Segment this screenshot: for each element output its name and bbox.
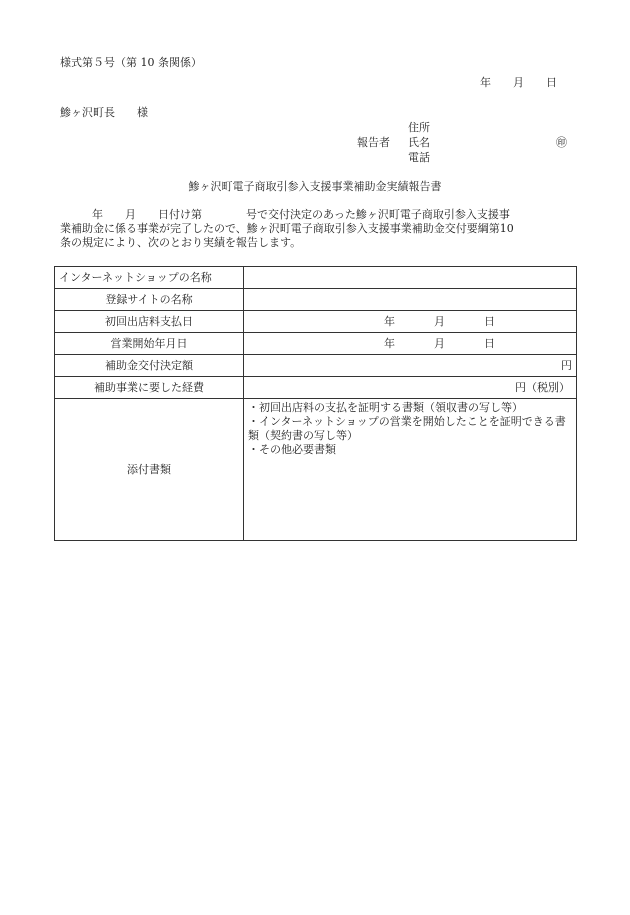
project-expense-label: 補助事業に要した経費 [55, 377, 244, 399]
month-unit: 月 [434, 337, 445, 350]
reporter-label: 報告者 [357, 136, 390, 149]
yen-unit: 円 [561, 358, 572, 372]
table-row [55, 399, 577, 541]
day-unit: 日 [484, 337, 495, 350]
site-name-label: 登録サイトの名称 [55, 289, 244, 311]
reporter-fields [408, 120, 430, 165]
business-start-date-field[interactable] [244, 333, 577, 355]
first-fee-date-label: 初回出店料支払日 [55, 311, 244, 333]
table-row [55, 311, 577, 333]
subsidy-decision-amount-field[interactable] [244, 355, 577, 377]
phone-label: 電話 [408, 151, 430, 164]
table-row [55, 355, 577, 377]
seal-mark: ㊞ [556, 136, 567, 149]
table-row [55, 377, 577, 399]
attachment-item: ・インターネットショップの営業を開始したことを証明できる書類（契約書の写し等） [248, 415, 566, 442]
business-start-date-label: 営業開始年月日 [55, 333, 244, 355]
attachments-label: 添付書類 [55, 399, 244, 541]
first-fee-date-field[interactable] [244, 311, 577, 333]
attachment-item: ・初回出店料の支払を証明する書類（領収書の写し等） [248, 401, 523, 414]
report-table [54, 266, 577, 541]
subsidy-decision-amount-label: 補助金交付決定額 [55, 355, 244, 377]
body-text [60, 208, 580, 250]
body-line: 条の規定により、次のとおり実績を報告します。 [60, 236, 302, 249]
form-number: 様式第５号（第 10 条関係） [60, 56, 202, 69]
month-unit: 月 [434, 315, 445, 328]
yen-tax-unit: 円（税別） [515, 380, 570, 394]
site-name-field[interactable] [244, 289, 577, 311]
attachment-item: ・その他必要書類 [248, 443, 336, 456]
date-year-label: 年 [480, 76, 491, 89]
table-row [55, 267, 577, 289]
name-label: 氏名 [408, 136, 430, 149]
shop-name-field[interactable] [244, 267, 577, 289]
attachments-list [244, 399, 577, 541]
address-label: 住所 [408, 121, 430, 134]
year-unit: 年 [384, 315, 395, 328]
year-unit: 年 [384, 337, 395, 350]
day-unit: 日 [484, 315, 495, 328]
table-row [55, 289, 577, 311]
project-expense-field[interactable] [244, 377, 577, 399]
date-month-label: 月 [513, 76, 524, 89]
report-date [480, 76, 557, 90]
body-line: 年 月 日付け第 号で交付決定のあった鯵ヶ沢町電子商取引参入支援事 [92, 208, 510, 221]
addressee: 鯵ヶ沢町長 様 [60, 106, 148, 119]
shop-name-label: インターネットショップの名称 [55, 267, 244, 289]
document-title: 鯵ヶ沢町電子商取引参入支援事業補助金実績報告書 [188, 180, 442, 193]
body-line: 業補助金に係る事業が完了したので、鯵ヶ沢町電子商取引参入支援事業補助金交付要綱第10 [60, 222, 514, 235]
table-row [55, 333, 577, 355]
date-day-label: 日 [546, 76, 557, 89]
